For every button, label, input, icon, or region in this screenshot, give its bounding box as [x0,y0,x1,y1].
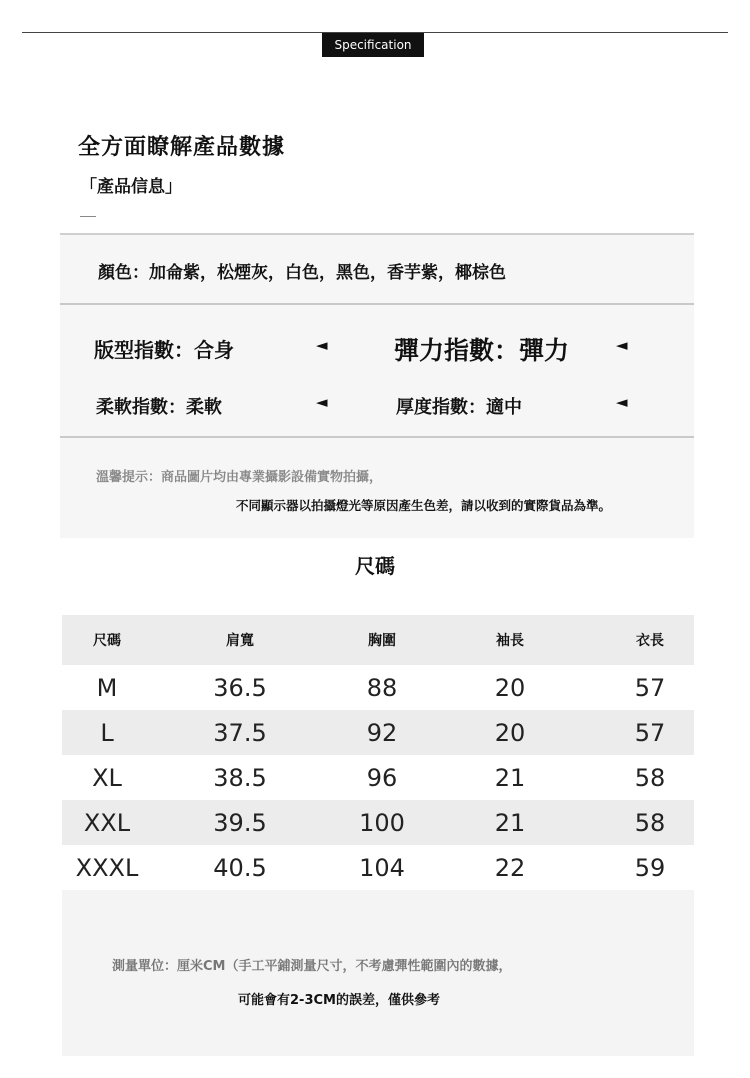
fit-index: 版型指數：合身 [94,338,234,362]
table-cell: 58 [634,808,666,837]
tip-line-1: 溫馨提示：商品圖片均由專業攝影設備實物拍攝， [96,470,383,485]
softness-arrow-icon: ◄ [316,393,328,411]
table-cell: 57 [634,673,666,702]
table-row [62,800,694,845]
dash-divider [80,216,96,217]
elastic-arrow-icon: ◄ [616,336,628,354]
table-row [62,665,694,710]
measurement-note-line-1: 測量單位：厘米CM（手工平鋪測量尺寸，不考慮彈性範圍內的數據， [112,959,512,974]
section-subtitle: 「產品信息」 [80,177,182,197]
table-header-row [62,615,694,665]
table-cell: 58 [634,763,666,792]
softness-index: 柔軟指數：柔軟 [96,397,222,418]
table-cell: 92 [366,718,398,747]
table-cell: 20 [494,718,526,747]
table-cell: 96 [366,763,398,792]
table-cell: 104 [359,853,405,882]
table-cell: 40.5 [213,853,267,882]
page-title: 全方面瞭解產品數據 [78,135,286,160]
table-cell: 20 [494,673,526,702]
elastic-index: 彈力指數：彈力 [394,336,570,365]
size-heading: 尺碼 [355,554,395,578]
table-cell: 21 [494,808,526,837]
fit-arrow-icon: ◄ [316,336,328,354]
table-cell: 88 [366,673,398,702]
table-header-cell: 衣長 [636,633,664,649]
table-cell: 38.5 [213,763,267,792]
specification-tag: Specification [322,33,424,57]
measurement-note-line-2: 可能會有2-3CM的誤差，僅供參考 [238,993,440,1008]
table-cell: 59 [634,853,666,882]
tip-line-2: 不同顯示器以拍攝燈光等原因產生色差，請以收到的實際貨品為準。 [236,498,612,513]
table-row [62,755,694,800]
table-cell: 22 [494,853,526,882]
table-header-cell: 尺碼 [93,633,121,649]
color-options: 顏色：加侖紫，松煙灰，白色，黑色，香芋紫，椰棕色 [98,263,506,283]
table-header-cell: 胸圍 [368,633,396,649]
table-header-cell: 袖長 [496,633,524,649]
table-cell: 100 [359,808,405,837]
table-cell: XXXL [75,853,139,882]
table-cell: 37.5 [213,718,267,747]
table-cell: XL [92,763,122,792]
thickness-arrow-icon: ◄ [616,393,628,411]
info-divider [60,303,694,305]
table-cell: 39.5 [213,808,267,837]
table-cell: L [100,718,114,747]
thickness-index: 厚度指數：適中 [396,397,522,418]
table-cell: 57 [634,718,666,747]
table-cell: M [96,673,118,702]
size-table [62,615,694,890]
table-row [62,845,694,890]
tip-divider [60,436,694,438]
table-cell: 36.5 [213,673,267,702]
table-row [62,710,694,755]
table-cell: XXL [83,808,131,837]
table-cell: 21 [494,763,526,792]
table-header-cell: 肩寬 [226,633,254,649]
